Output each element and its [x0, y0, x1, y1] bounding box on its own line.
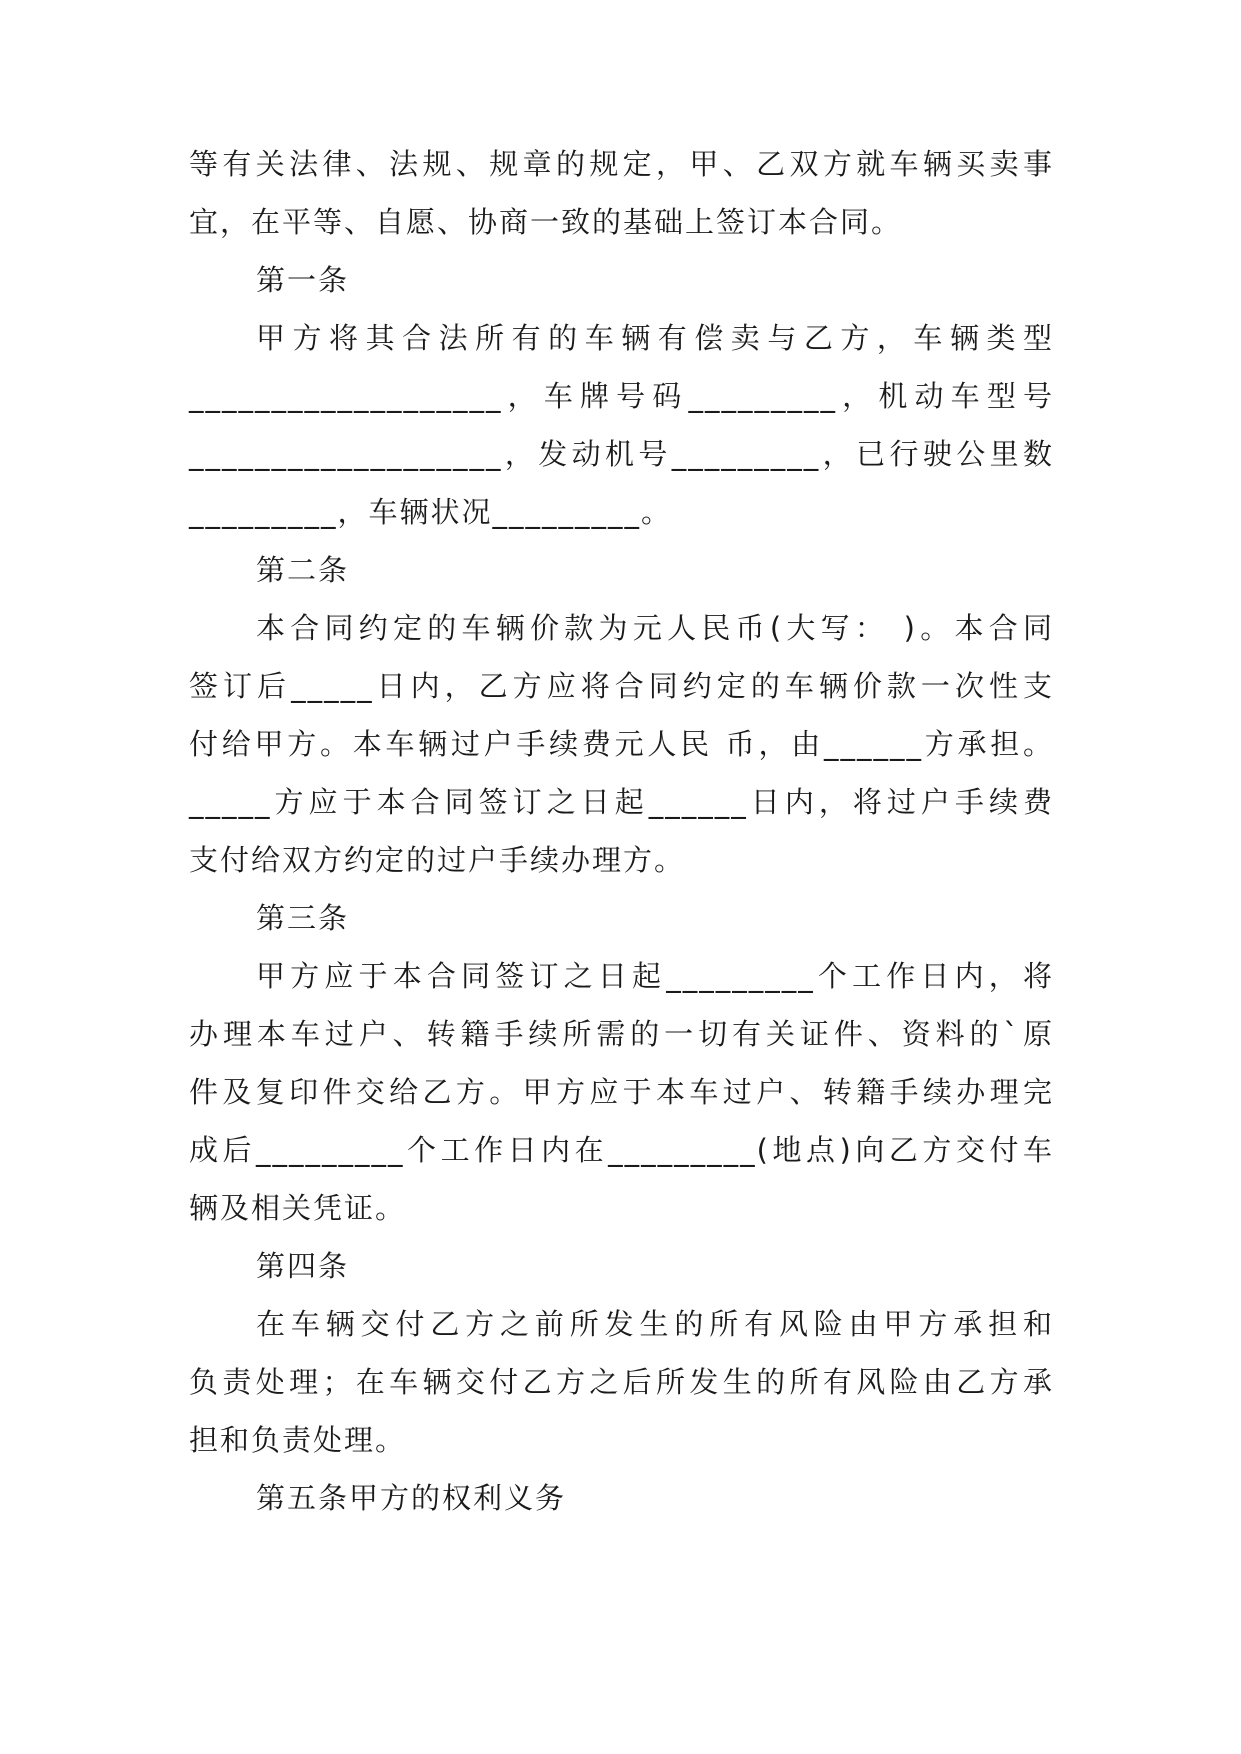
article-heading-5: 第五条甲方的权利义务: [256, 1481, 567, 1515]
body-text-line: _____方应于本合同签订之日起______日内，将过户手续费: [189, 785, 1054, 819]
body-text-line: 成后_________个工作日内在_________(地点)向乙方交付车: [189, 1133, 1054, 1167]
article-heading-2: 第二条: [256, 553, 350, 587]
article-heading-4: 第四条: [256, 1249, 350, 1283]
body-text-line: 签订后_____日内，乙方应将合同约定的车辆价款一次性支: [189, 669, 1054, 703]
body-text-line: _________，车辆状况_________。: [189, 495, 673, 529]
body-text-line: 担和负责处理。: [189, 1423, 407, 1457]
body-text-line: 辆及相关凭证。: [189, 1191, 407, 1225]
body-text-line: 本合同约定的车辆价款为元人民币(大写： )。本合同: [256, 611, 1054, 645]
body-text-line: 办理本车过户、转籍手续所需的一切有关证件、资料的`原: [189, 1017, 1054, 1051]
body-text-line: 等有关法律、法规、规章的规定，甲、乙双方就车辆买卖事: [189, 147, 1054, 181]
body-text-line: ___________________，车牌号码_________，机动车型号: [189, 379, 1054, 413]
body-text-line: 付给甲方。本车辆过户手续费元人民 币，由______方承担。: [189, 727, 1054, 761]
body-text-line: 宜，在平等、自愿、协商一致的基础上签订本合同。: [189, 205, 903, 239]
article-heading-3: 第三条: [256, 901, 350, 935]
body-text-line: 甲方将其合法所有的车辆有偿卖与乙方，车辆类型: [256, 321, 1054, 355]
article-heading-1: 第一条: [256, 263, 350, 297]
body-text-line: 甲方应于本合同签订之日起_________个工作日内，将: [256, 959, 1054, 993]
body-text-line: 在车辆交付乙方之前所发生的所有风险由甲方承担和: [256, 1307, 1054, 1341]
body-text-line: ___________________，发动机号_________，已行驶公里数: [189, 437, 1054, 471]
body-text-line: 支付给双方约定的过户手续办理方。: [189, 843, 686, 877]
body-text-line: 件及复印件交给乙方。甲方应于本车过户、转籍手续办理完: [189, 1075, 1054, 1109]
body-text-line: 负责处理；在车辆交付乙方之后所发生的所有风险由乙方承: [189, 1365, 1054, 1399]
